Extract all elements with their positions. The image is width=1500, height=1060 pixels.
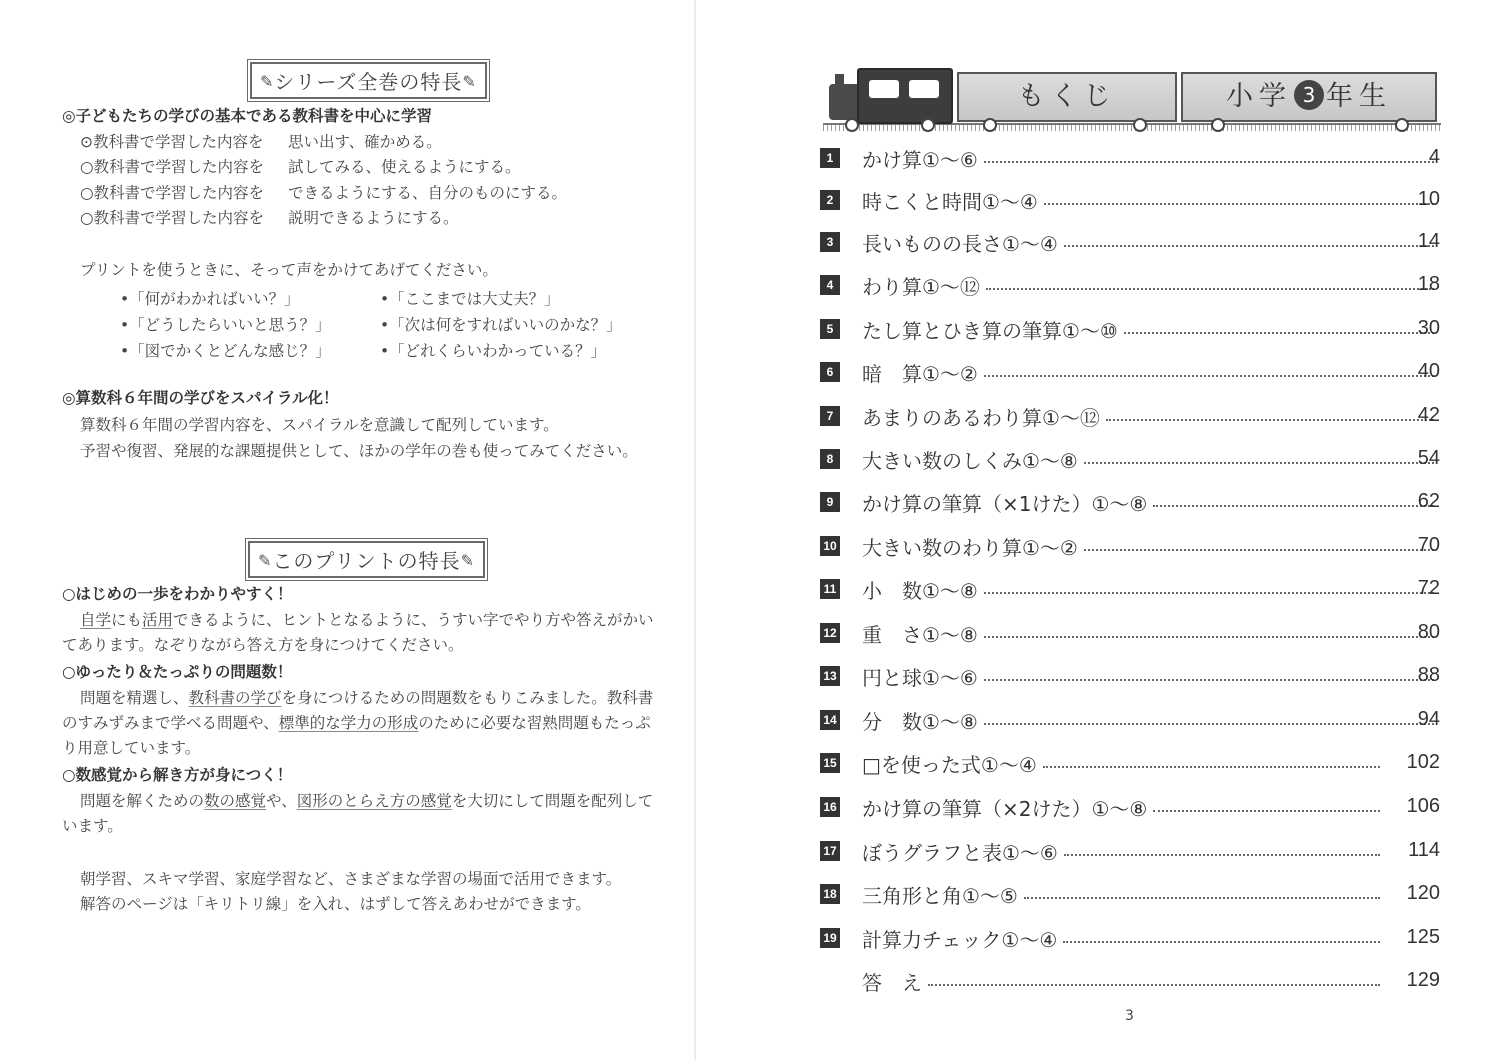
toc-chapter-number: 11 (820, 579, 840, 599)
toc-line (862, 267, 1440, 303)
print-features-title-box (248, 541, 485, 578)
toc-line (862, 876, 1386, 912)
page-gutter (694, 0, 696, 1060)
toc-title: 大きい数のわり算①〜② (862, 535, 1078, 560)
text-run: のすみずみまで学べる問題や、 (62, 714, 279, 732)
grade-wagon (1181, 72, 1437, 122)
number-sense-heading: ○数感覚から解き方が身につく！ (62, 766, 293, 784)
toc-row (820, 441, 1440, 481)
feature-item-b: できるようにする、自分のものにする。 (288, 184, 568, 202)
toc-page-number: 106 (1406, 795, 1440, 817)
toc-label: もくじ (1017, 81, 1117, 112)
toc-page-number: 70 (1417, 534, 1440, 556)
toc-leader-dots (1064, 854, 1380, 856)
toc-line (862, 441, 1440, 477)
first-step-line: てあります。なぞりながら答え方を身につけてください。 (62, 636, 464, 654)
text-run: のために必要な習熟問題もたっぷ (418, 714, 651, 732)
toc-row (820, 745, 1440, 785)
toc-chapter-number: 13 (820, 666, 840, 686)
text-run: 問題を解くための (80, 792, 205, 810)
prompt-item: •「どうしたらいいと思う？」 (120, 316, 331, 334)
toc-page-number: 88 (1417, 664, 1440, 686)
spiral-line: 算数科６年間の学習内容を、スパイラルを意識して配列しています。 (80, 416, 559, 434)
number-sense-line (80, 789, 653, 814)
wheel-icon (1395, 118, 1409, 132)
locomotive-window (909, 80, 939, 98)
closing-line: 朝学習、スキマ学習、家庭学習など、さまざまな学習の場面で活用できます。 (80, 870, 622, 888)
toc-chapter-number: 8 (820, 449, 840, 469)
toc-chapter-number: 5 (820, 319, 840, 339)
toc-title: 重 さ①〜⑧ (862, 622, 978, 647)
prompt-item: •「次は何をすればいいのかな？」 (380, 316, 622, 334)
number-sense-line: います。 (62, 817, 123, 835)
toc-title: かけ算の筆算（×2けた）①〜⑧ (862, 796, 1148, 821)
toc-line (862, 963, 1386, 999)
toc-page-number: 14 (1417, 230, 1440, 252)
toc-leader-dots (984, 375, 1434, 377)
toc-leader-dots (1064, 245, 1434, 247)
toc-line (862, 311, 1440, 347)
toc-row (820, 615, 1440, 655)
train-header (823, 62, 1443, 134)
toc-row (820, 702, 1440, 742)
toc-chapter-number: 7 (820, 406, 840, 426)
toc-chapter-number: 18 (820, 884, 840, 904)
pencil-icon: ✎ (260, 72, 275, 91)
prompt-item: •「図でかくとどんな感じ？」 (120, 342, 331, 360)
toc-title: 分 数①〜⑧ (862, 709, 978, 734)
toc-title: 小 数①〜⑧ (862, 578, 978, 603)
toc-leader-dots (984, 592, 1434, 594)
toc-leader-dots (984, 636, 1434, 638)
series-features-title: シリーズ全巻の特長 (274, 70, 463, 94)
feature-item-a: ○教科書で学習した内容を (80, 158, 265, 176)
toc-page-number: 4 (1428, 146, 1440, 168)
prompt-item: •「どれくらいわかっている？」 (380, 342, 607, 360)
toc-chapter-number: 19 (820, 928, 840, 948)
toc-title: 円と球①〜⑥ (862, 665, 978, 690)
problem-count-line (80, 686, 653, 711)
toc-chapter-number: 6 (820, 362, 840, 382)
toc-chapter-number: 2 (820, 190, 840, 210)
feature-item-a: ○教科書で学習した内容を (80, 184, 265, 202)
left-page (0, 0, 700, 1060)
feature-item-b: 思い出す、確かめる。 (288, 133, 442, 151)
locomotive-window (869, 80, 899, 98)
toc-title: 三角形と角①〜⑤ (862, 883, 1018, 908)
underlined-phrase: 標準的な学力の形成 (278, 714, 419, 732)
print-features-title: このプリントの特長 (272, 549, 461, 573)
spiral-line: 予習や復習、発展的な課題提供として、ほかの学年の巻も使ってみてください。 (80, 442, 638, 460)
toc-title: 答 え (862, 970, 922, 995)
wheel-icon (983, 118, 997, 132)
underlined-phrase: 教科書の学び (188, 689, 282, 707)
toc-leader-dots (1084, 549, 1434, 551)
toc-line (862, 658, 1440, 694)
toc-row (820, 267, 1440, 307)
toc-line (862, 224, 1440, 260)
text-run: できるように、ヒントとなるように、うすい字でやり方や答えがかい (173, 611, 654, 629)
toc-title: 長いものの長さ①〜④ (862, 231, 1058, 256)
toc-chapter-number: 16 (820, 797, 840, 817)
toc-title: たし算とひき算の筆算①〜⑩ (862, 318, 1118, 343)
problem-count-heading: ○ゆったり＆たっぷりの問題数！ (62, 663, 293, 681)
toc-page-number: 129 (1406, 969, 1440, 991)
toc-row (820, 920, 1440, 960)
toc-row (820, 658, 1440, 698)
toc-page-number: 114 (1408, 839, 1440, 861)
toc-title: あまりのあるわり算①〜⑫ (862, 405, 1100, 430)
problem-count-line (62, 711, 651, 736)
problem-count-line: り用意しています。 (62, 739, 201, 757)
closing-line: 解答のページは「キリトリ線」を入れ、はずして答えあわせができます。 (80, 895, 591, 913)
first-step-heading: ○はじめの一歩をわかりやすく！ (62, 585, 293, 603)
toc-page-number: 102 (1406, 751, 1440, 773)
series-features-title-box (250, 62, 487, 99)
first-step-line (80, 608, 654, 633)
toc-row (820, 528, 1440, 568)
grade-number-badge: 3 (1294, 80, 1324, 110)
toc-line (862, 398, 1440, 434)
toc-row (820, 354, 1440, 394)
toc-title: 時こくと時間①〜④ (862, 189, 1038, 214)
toc-page-number: 62 (1417, 490, 1440, 512)
toc-row (820, 182, 1440, 222)
text-run: を身につけるための問題数をもりこみました。教科書 (281, 689, 654, 707)
toc-leader-dots (1153, 505, 1434, 507)
toc-line (862, 140, 1440, 176)
toc-leader-dots (986, 288, 1434, 290)
toc-chapter-number: 9 (820, 492, 840, 512)
toc-leader-dots (984, 723, 1434, 725)
feature-item-b: 説明できるようにする。 (288, 209, 459, 227)
underlined-phrase: 自学 (80, 611, 112, 629)
toc-page-number: 30 (1417, 317, 1440, 339)
text-run: 問題を精選し、 (80, 689, 189, 707)
toc-page-number: 10 (1417, 188, 1440, 210)
page-number: 3 (1125, 1008, 1134, 1024)
text-run: にも (111, 611, 143, 629)
toc-row (820, 140, 1440, 180)
toc-leader-dots (984, 161, 1434, 163)
wheel-icon (921, 118, 935, 132)
toc-line (862, 571, 1440, 607)
locomotive-icon (829, 84, 859, 120)
grade-suffix: 年生 (1326, 81, 1392, 112)
toc-leader-dots (1084, 462, 1434, 464)
toc-page-number: 54 (1417, 447, 1440, 469)
toc-title: 計算力チェック①〜④ (862, 927, 1058, 952)
toc-chapter-number: 1 (820, 148, 840, 168)
toc-row (820, 833, 1440, 873)
textbook-heading: ◎子どもたちの学びの基本である教科書を中心に学習 (62, 107, 433, 125)
toc-line (862, 702, 1440, 738)
toc-row (820, 571, 1440, 611)
wheel-icon (1211, 118, 1225, 132)
toc-leader-dots (1063, 941, 1380, 943)
toc-leader-dots (1124, 332, 1434, 334)
grade-prefix: 小学 (1226, 81, 1292, 112)
toc-line (862, 528, 1440, 564)
toc-page-number: 94 (1417, 708, 1440, 730)
pencil-icon: ✎ (460, 551, 476, 570)
feature-item-b: 試してみる、使えるようにする。 (288, 158, 521, 176)
prompt-item: •「ここまでは大丈夫？」 (380, 290, 560, 308)
toc-row (820, 963, 1440, 1003)
prompt-intro: プリントを使うときに、そって声をかけてあげてください。 (80, 261, 498, 279)
toc-page-number: 120 (1406, 882, 1440, 904)
pencil-icon: ✎ (462, 72, 477, 91)
toc-line (862, 354, 1440, 390)
toc-row (820, 876, 1440, 916)
toc-row (820, 484, 1440, 524)
wheel-icon (845, 118, 859, 132)
toc-chapter-number: 3 (820, 232, 840, 252)
toc-line (862, 615, 1440, 651)
toc-leader-dots (1106, 419, 1434, 421)
toc-chapter-number: 10 (820, 536, 840, 556)
toc-row (820, 789, 1440, 829)
toc-line (862, 484, 1440, 520)
toc-row (820, 311, 1440, 351)
toc-chapter-number: 4 (820, 275, 840, 295)
wheel-icon (1133, 118, 1147, 132)
underlined-phrase: 数の感覚 (204, 792, 267, 810)
toc-chapter-number: 15 (820, 753, 840, 773)
toc-title: 暗 算①〜② (862, 361, 978, 386)
text-run: や、 (266, 792, 297, 810)
toc-chapter-number: 12 (820, 623, 840, 643)
spiral-heading: ◎算数科６年間の学びをスパイラル化！ (62, 389, 339, 407)
toc-page-number: 42 (1417, 404, 1440, 426)
toc-label-wagon (957, 72, 1177, 122)
toc-title: かけ算①〜⑥ (862, 147, 978, 172)
feature-item-a: ○教科書で学習した内容を (80, 209, 265, 227)
right-page (720, 0, 1500, 1060)
toc-leader-dots (984, 679, 1434, 681)
toc-leader-dots (1044, 203, 1434, 205)
toc-row (820, 224, 1440, 264)
toc-line (862, 182, 1440, 218)
toc-row (820, 398, 1440, 438)
underlined-phrase: 活用 (142, 611, 174, 629)
toc-page-number: 80 (1417, 621, 1440, 643)
toc-page-number: 40 (1417, 360, 1440, 382)
toc-line (862, 745, 1386, 781)
feature-item-a: ⊙教科書で学習した内容を (80, 133, 264, 151)
toc-line (862, 789, 1386, 825)
toc-chapter-number: 14 (820, 710, 840, 730)
toc-page-number: 125 (1406, 926, 1440, 948)
toc-page-number: 18 (1417, 273, 1440, 295)
toc-line (862, 833, 1386, 869)
toc-title: わり算①〜⑫ (862, 274, 980, 299)
toc-title: ぼうグラフと表①〜⑥ (862, 840, 1058, 865)
toc-title: 大きい数のしくみ①〜⑧ (862, 448, 1078, 473)
toc-leader-dots (1024, 897, 1380, 899)
toc-line (862, 920, 1386, 956)
rail-track (823, 123, 1441, 131)
text-run: を大切にして問題を配列して (451, 792, 654, 810)
prompt-item: •「何がわかればいい？」 (120, 290, 300, 308)
pencil-icon: ✎ (258, 551, 273, 570)
locomotive-cab (857, 68, 953, 124)
toc-title: □を使った式①〜④ (862, 752, 1037, 777)
toc-page-number: 72 (1417, 577, 1440, 599)
underlined-phrase: 図形のとらえ方の感覚 (296, 792, 452, 810)
toc-leader-dots (928, 984, 1380, 986)
toc-leader-dots (1153, 810, 1380, 812)
toc-title: かけ算の筆算（×1けた）①〜⑧ (862, 491, 1148, 516)
toc-chapter-number: 17 (820, 841, 840, 861)
toc-leader-dots (1043, 766, 1380, 768)
